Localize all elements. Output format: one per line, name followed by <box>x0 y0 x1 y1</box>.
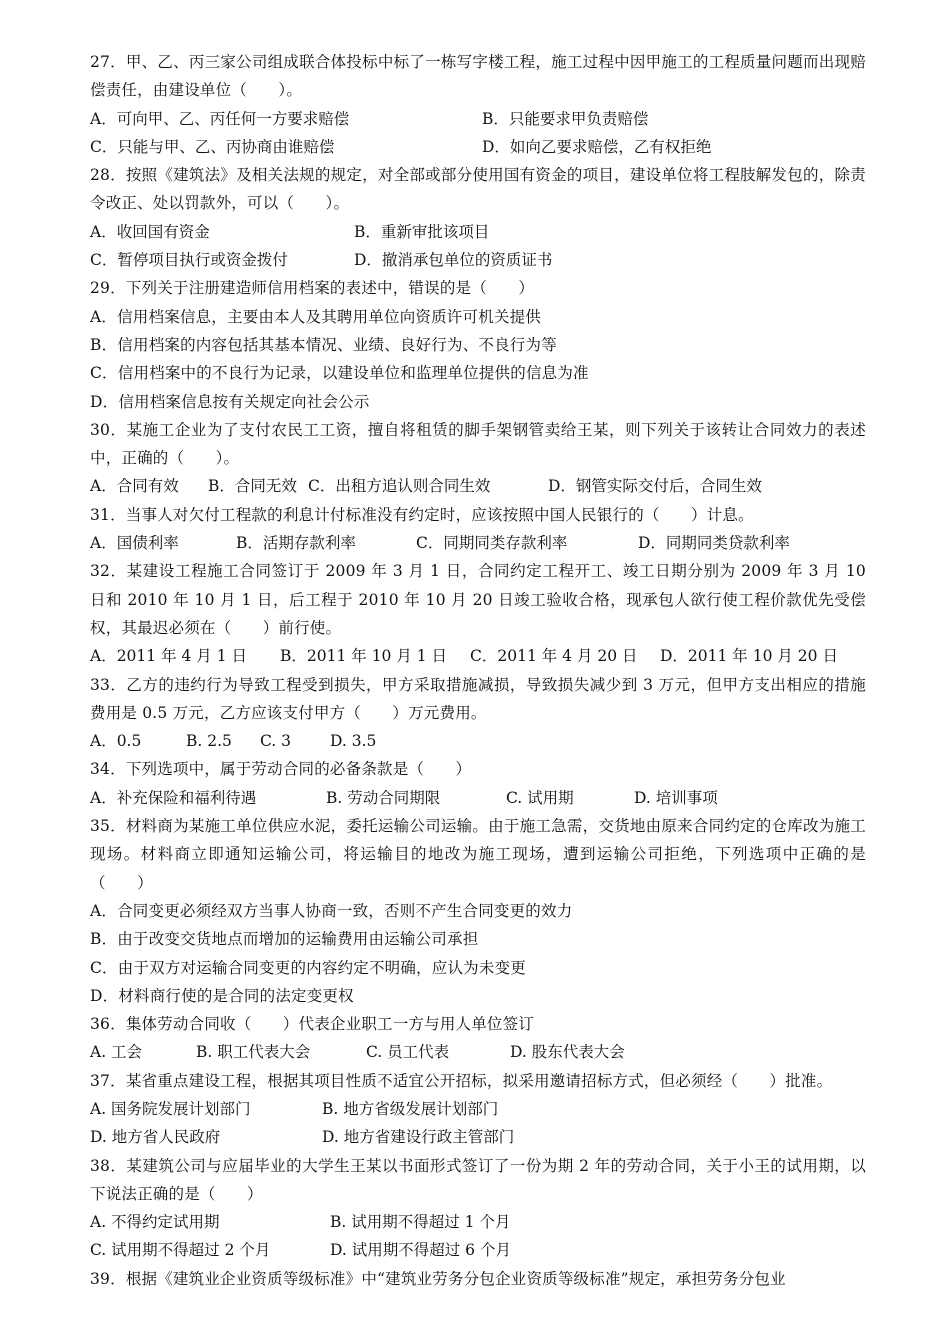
question-32-options-row <box>90 642 866 670</box>
question-27-option-b: B．只能要求甲负责赔偿 <box>482 109 649 128</box>
question-27-option-c: C．只能与甲、乙、丙协商由谁赔偿 <box>90 137 335 156</box>
question-30-stem: 30．某施工企业为了支付农民工工资，擅自将租赁的脚手架钢管卖给王某，则下列关于该转让合同效力的表述中，正确的（ ）。 <box>90 420 866 468</box>
question-29-option-b: B．信用档案的内容包括其基本情况、业绩、良好行为、不良行为等 <box>90 335 557 354</box>
question-32-option-c: C．2011 年 4 月 20 日 <box>470 647 638 666</box>
question-28-options-row-1 <box>90 218 866 246</box>
question-29-option-a: A．信用档案信息，主要由本人及其聘用单位向资质许可机关提供 <box>90 307 541 326</box>
question-33-options-row <box>90 727 866 755</box>
question-31-option-d: D．同期同类贷款利率 <box>638 534 790 553</box>
question-29-stem: 29．下列关于注册建造师信用档案的表述中，错误的是（ ） <box>90 279 535 298</box>
question-29-option-c: C．信用档案中的不良行为记录，以建设单位和监理单位提供的信息为准 <box>90 364 589 383</box>
question-38-options-row-1 <box>90 1208 866 1236</box>
question-33-option-c: C. 3 <box>260 732 292 751</box>
question-28-stem: 28．按照《建筑法》及相关法规的规定，对全部或部分使用国有资金的项目，建设单位将工程肢解发包的，除责令改正、处以罚款外，可以（ ）。 <box>90 166 866 213</box>
question-27-options-row-2 <box>90 133 866 161</box>
question-31-option-c: C．同期同类存款利率 <box>416 534 568 553</box>
question-33-option-d: D. 3.5 <box>330 732 377 751</box>
question-37-options-row-2 <box>90 1123 866 1151</box>
question-37-option-b: B. 地方省级发展计划部门 <box>322 1099 499 1118</box>
question-37-option-a: A. 国务院发展计划部门 <box>90 1099 251 1118</box>
question-37-option-c: D. 地方省人民政府 <box>90 1128 221 1147</box>
question-38-option-d: D. 试用期不得超过 6 个月 <box>330 1241 511 1260</box>
question-28-option-b: B．重新审批该项目 <box>354 222 490 241</box>
question-35-option-b: B．由于改变交货地点而增加的运输费用由运输公司承担 <box>90 930 479 949</box>
question-36-option-d: D. 股东代表大会 <box>510 1043 625 1062</box>
question-38-stem: 38．某建筑公司与应届毕业的大学生王某以书面形式签订了一份为期 2 年的劳动合同，关于小王的试用期，以下说法正确的是（ ） <box>90 1156 866 1203</box>
question-36-option-b: B. 职工代表大会 <box>196 1043 311 1062</box>
question-27-option-a: A．可向甲、乙、丙任何一方要求赔偿 <box>90 109 350 128</box>
question-28-option-d: D．撤消承包单位的资质证书 <box>354 251 553 270</box>
question-31-option-b: B．活期存款利率 <box>236 534 356 553</box>
question-37-options-row-1 <box>90 1095 866 1123</box>
question-34-option-a: A．补充保险和福利待遇 <box>90 788 257 807</box>
question-36-option-a: A. 工会 <box>90 1043 143 1062</box>
question-30-options-row <box>90 472 866 500</box>
question-28-options-row-2 <box>90 246 866 274</box>
question-31-stem: 31．当事人对欠付工程款的利息计付标准没有约定时，应该按照中国人民银行的（ ）计息。 <box>90 505 754 524</box>
question-32-option-d: D．2011 年 10 月 20 日 <box>660 647 838 666</box>
question-35-stem: 35．材料商为某施工单位供应水泥，委托运输公司运输。由于施工急需，交货地由原来合同约定的仓库改为施工现场。材料商立即通知运输公司，将运输目的地改为施工现场，遭到运输公司拒绝，下列选项中正确的是（ ） <box>90 817 866 892</box>
question-28-option-c: C．暂停项目执行或资金拨付 <box>90 251 288 270</box>
question-34-option-c: C. 试用期 <box>506 788 574 807</box>
question-31-option-a: A．国债利率 <box>90 534 179 553</box>
question-30-option-d: D．钢管实际交付后，合同生效 <box>548 477 762 496</box>
question-36-option-c: C. 员工代表 <box>366 1043 450 1062</box>
question-38-option-c: C. 试用期不得超过 2 个月 <box>90 1241 271 1260</box>
question-27-options-row-1 <box>90 105 866 133</box>
question-38-option-a: A. 不得约定试用期 <box>90 1213 220 1232</box>
question-36-stem: 36．集体劳动合同收（ ）代表企业职工一方与用人单位签订 <box>90 1015 535 1034</box>
question-35-option-c: C．由于双方对运输合同变更的内容约定不明确，应认为未变更 <box>90 958 526 977</box>
question-28-option-a: A．收回国有资金 <box>90 222 210 241</box>
question-32-stem: 32．某建设工程施工合同签订于 2009 年 3 月 1 日，合同约定工程开工、竣工日期分别为 2009 年 3 月 10 日和 2010 年 10 月 1 日，后工程于 2010 年 10 月 20 日竣工验收合格，现承包人欲行使工程价款优先受偿权，其最迟必须在（ ）前行使。 <box>90 562 866 637</box>
question-36-options-row <box>90 1038 866 1066</box>
question-31-options-row <box>90 529 866 557</box>
question-27-stem: 27．甲、乙、丙三家公司组成联合体投标中标了一栋写字楼工程，施工过程中因甲施工的工程质量问题而出现赔偿责任，由建设单位（ ）。 <box>90 53 866 100</box>
question-34-options-row <box>90 784 866 812</box>
question-39-stem: 39．根据《建筑业企业资质等级标准》中“建筑业劳务分包企业资质等级标准”规定，承担劳务分包业 <box>90 1269 786 1288</box>
question-30-option-b: B．合同无效 <box>208 477 297 496</box>
question-30-option-a: A．合同有效 <box>90 477 179 496</box>
question-33-option-a: A．0.5 <box>90 732 142 751</box>
question-34-stem: 34．下列选项中，属于劳动合同的必备条款是（ ） <box>90 760 472 779</box>
question-32-option-b: B．2011 年 10 月 1 日 <box>280 647 448 666</box>
question-33-stem: 33．乙方的违约行为导致工程受到损失，甲方采取措施减损，导致损失减少到 3 万元，但甲方支出相应的措施费用是 0.5 万元，乙方应该支付甲方（ ）万元费用。 <box>90 675 866 722</box>
question-34-option-b: B. 劳动合同期限 <box>326 788 441 807</box>
question-37-option-d: D. 地方省建设行政主管部门 <box>322 1128 515 1147</box>
question-33-option-b: B. 2.5 <box>186 732 232 751</box>
question-27-option-d: D．如向乙要求赔偿，乙有权拒绝 <box>482 137 712 156</box>
question-32-option-a: A．2011 年 4 月 1 日 <box>90 647 247 666</box>
question-29-option-d: D．信用档案信息按有关规定向社会公示 <box>90 392 370 411</box>
question-38-options-row-2 <box>90 1236 866 1264</box>
question-35-option-a: A．合同变更必须经双方当事人协商一致，否则不产生合同变更的效力 <box>90 901 573 920</box>
question-30-option-c: C．出租方追认则合同生效 <box>308 477 491 496</box>
question-38-option-b: B. 试用期不得超过 1 个月 <box>330 1213 511 1232</box>
question-35-option-d: D．材料商行使的是合同的法定变更权 <box>90 986 354 1005</box>
question-34-option-d: D. 培训事项 <box>634 788 718 807</box>
question-37-stem: 37．某省重点建设工程，根据其项目性质不适宜公开招标，拟采用邀请招标方式，但必须经（ ）批准。 <box>90 1071 833 1090</box>
